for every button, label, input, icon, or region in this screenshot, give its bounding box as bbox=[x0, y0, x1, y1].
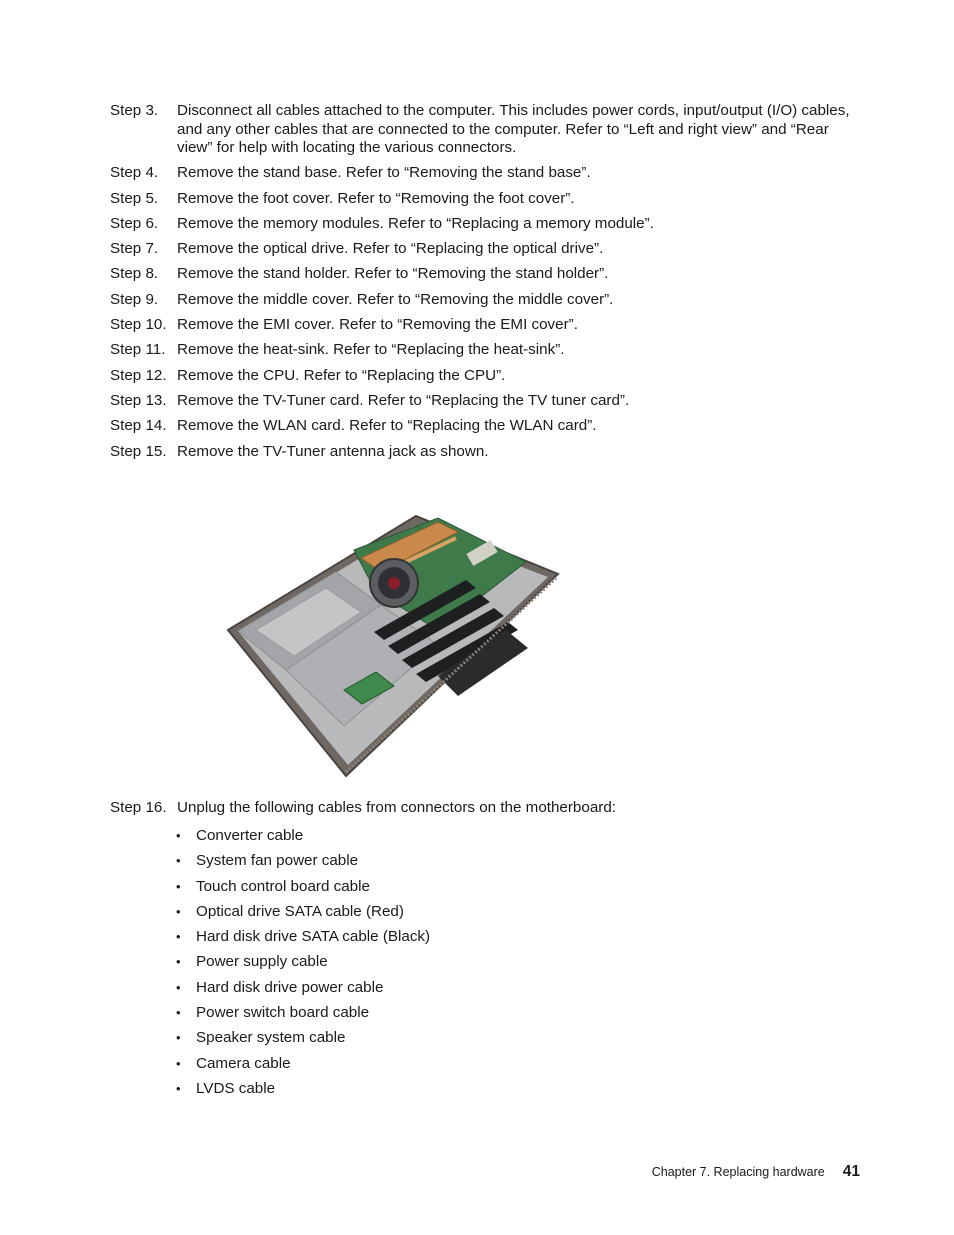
step-text: Remove the CPU. Refer to “Replacing the CPU”. bbox=[177, 366, 506, 384]
step-text: Disconnect all cables attached to the computer. This includes power cords, input/output (I/O) cables, and any other cables that are connected to the computer. Refer to “Left and right view” and “Rear view” for help with locating the various connectors. bbox=[177, 102, 850, 156]
list-item bbox=[176, 1004, 430, 1029]
step-number: Step 8. bbox=[110, 265, 159, 283]
step-text: Remove the EMI cover. Refer to “Removing the EMI cover”. bbox=[177, 316, 578, 334]
step-number: Step 6. bbox=[110, 214, 159, 232]
step-text: Remove the optical drive. Refer to “Replacing the optical drive”. bbox=[177, 240, 604, 258]
step-14 bbox=[110, 417, 850, 436]
bullet-icon: • bbox=[176, 1005, 181, 1021]
step-text: Remove the heat-sink. Refer to “Replacing the heat-sink”. bbox=[177, 341, 565, 359]
step-text: Remove the middle cover. Refer to “Removing the middle cover”. bbox=[177, 290, 614, 308]
step-number: Step 7. bbox=[110, 240, 159, 258]
page-number: 41 bbox=[842, 1163, 860, 1180]
bullet-icon: • bbox=[176, 929, 181, 945]
computer-internals-illustration bbox=[176, 480, 576, 780]
cable-name: LVDS cable bbox=[196, 1079, 276, 1097]
step-number: Step 16. bbox=[110, 799, 167, 816]
step-number: Step 11. bbox=[110, 341, 166, 359]
cable-name: Touch control board cable bbox=[196, 877, 370, 895]
bullet-icon: • bbox=[176, 878, 181, 894]
list-item bbox=[176, 852, 430, 877]
step-number: Step 3. bbox=[110, 102, 159, 119]
step-list bbox=[110, 102, 850, 468]
step-number: Step 13. bbox=[110, 391, 167, 409]
step-6 bbox=[110, 215, 850, 234]
chapter-title: Chapter 7. Replacing hardware bbox=[651, 1165, 825, 1179]
step-13 bbox=[110, 392, 850, 411]
step-7 bbox=[110, 240, 850, 259]
step-number: Step 4. bbox=[110, 164, 159, 182]
list-item bbox=[176, 1080, 430, 1105]
step-text: Remove the stand holder. Refer to “Removing the stand holder”. bbox=[177, 265, 609, 283]
list-item bbox=[176, 979, 430, 1004]
step-number: Step 15. bbox=[110, 442, 167, 460]
step-3 bbox=[110, 102, 850, 158]
cable-name: Power switch board cable bbox=[196, 1004, 370, 1022]
step-text: Remove the TV-Tuner antenna jack as shown. bbox=[177, 442, 489, 460]
step-9 bbox=[110, 291, 850, 310]
step-text: Unplug the following cables from connectors on the motherboard: bbox=[177, 799, 616, 816]
step-11 bbox=[110, 341, 850, 360]
bullet-icon: • bbox=[176, 954, 181, 970]
step-text: Remove the stand base. Refer to “Removing the stand base”. bbox=[177, 164, 591, 182]
cable-name: Camera cable bbox=[196, 1054, 291, 1072]
step-12 bbox=[110, 367, 850, 386]
step-10 bbox=[110, 316, 850, 335]
step-text: Remove the foot cover. Refer to “Removing the foot cover”. bbox=[177, 189, 575, 207]
list-item bbox=[176, 903, 430, 928]
step-number: Step 12. bbox=[110, 366, 167, 384]
step-text: Remove the WLAN card. Refer to “Replacing the WLAN card”. bbox=[177, 417, 597, 435]
step-number: Step 14. bbox=[110, 417, 167, 435]
step-16 bbox=[110, 799, 850, 824]
bullet-icon: • bbox=[176, 828, 181, 843]
cable-name: Hard disk drive SATA cable (Black) bbox=[196, 928, 431, 946]
bullet-icon: • bbox=[176, 853, 181, 869]
step-4 bbox=[110, 164, 850, 183]
bullet-icon: • bbox=[176, 1080, 181, 1096]
list-item bbox=[176, 953, 430, 978]
step-5 bbox=[110, 190, 850, 209]
step-number: Step 9. bbox=[110, 290, 159, 308]
list-item bbox=[176, 1055, 430, 1080]
step-number: Step 5. bbox=[110, 189, 159, 207]
cable-name: Converter cable bbox=[196, 827, 304, 844]
cable-name: Power supply cable bbox=[196, 953, 328, 971]
computer-internals-photo bbox=[176, 480, 576, 780]
bullet-icon: • bbox=[176, 1055, 181, 1071]
step-text: Remove the memory modules. Refer to “Replacing a memory module”. bbox=[177, 214, 654, 232]
step-8 bbox=[110, 265, 850, 284]
cable-list bbox=[176, 827, 430, 1105]
page-footer bbox=[652, 1163, 860, 1181]
list-item bbox=[176, 827, 430, 852]
list-item bbox=[176, 928, 430, 953]
step-text: Remove the TV-Tuner card. Refer to “Replacing the TV tuner card”. bbox=[177, 391, 630, 409]
cable-name: Optical drive SATA cable (Red) bbox=[196, 902, 404, 920]
cable-name: Speaker system cable bbox=[196, 1029, 346, 1047]
cable-name: System fan power cable bbox=[196, 852, 359, 870]
step-number: Step 10. bbox=[110, 316, 167, 334]
list-item bbox=[176, 1029, 430, 1054]
bullet-icon: • bbox=[176, 1030, 181, 1046]
step-15 bbox=[110, 443, 850, 462]
list-item bbox=[176, 878, 430, 903]
bullet-icon: • bbox=[176, 903, 181, 919]
cable-name: Hard disk drive power cable bbox=[196, 978, 384, 996]
bullet-icon: • bbox=[176, 979, 181, 995]
